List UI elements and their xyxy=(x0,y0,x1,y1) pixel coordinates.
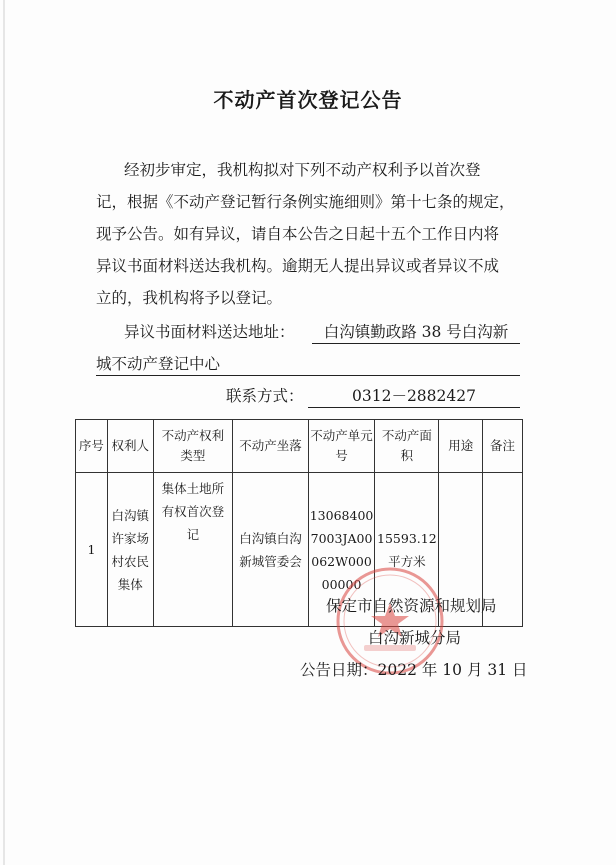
objection-address-label: 异议书面材料送达地址： xyxy=(124,323,295,341)
header-right-type: 不动产权利 类型 xyxy=(153,420,233,473)
cell-unit-no: 13068400 7003JA00 062W000 00000 xyxy=(308,473,375,627)
header-location: 不动产坐落 xyxy=(233,420,309,473)
signature-org: 保定市自然资源和规划局 xyxy=(326,597,497,615)
cell-location: 白沟镇白沟 新城管委会 xyxy=(233,473,309,627)
scan-edge-line xyxy=(3,0,5,865)
header-usage: 用途 xyxy=(439,420,483,473)
cell-seq: 1 xyxy=(76,473,108,627)
contact-phone: 0312－2882427 xyxy=(308,384,520,408)
header-seq: 序号 xyxy=(76,420,108,473)
body-line-4: 异议书面材料送达我机构。逾期无人提出异议或者异议不成 xyxy=(96,257,500,275)
header-holder: 权利人 xyxy=(107,420,153,473)
body-line-1: 经初步审定，我机构拟对下列不动产权利予以首次登 xyxy=(124,161,481,179)
cell-right-type: 集体土地所 有权首次登 记 xyxy=(153,473,233,627)
cell-holder: 白沟镇 许家场 村农民 集体 xyxy=(107,473,153,627)
signature-branch: 白沟新城分局 xyxy=(368,629,462,647)
announcement-date: 公告日期：2022 年 10 月 31 日 xyxy=(300,661,528,679)
table-header-row xyxy=(76,420,523,473)
header-remark: 备注 xyxy=(483,420,523,473)
contact-label: 联系方式： xyxy=(226,387,304,405)
objection-address-value-1: 白沟镇勤政路 38 号白沟新 xyxy=(312,320,520,344)
header-area: 不动产面 积 xyxy=(375,420,439,473)
body-line-5: 立的，我机构将予以登记。 xyxy=(96,289,283,307)
header-unit-no: 不动产单元 号 xyxy=(308,420,375,473)
objection-address-value-2: 城不动产登记中心 xyxy=(96,352,520,376)
notice-title: 不动产首次登记公告 xyxy=(213,88,403,112)
cell-area: 15593.12 平方米 xyxy=(375,473,439,627)
body-line-3: 现予公告。如有异议，请自本公告之日起十五个工作日内将 xyxy=(96,225,500,243)
body-line-2: 记，根据《不动产登记暂行条例实施细则》第十七条的规定， xyxy=(96,193,515,211)
